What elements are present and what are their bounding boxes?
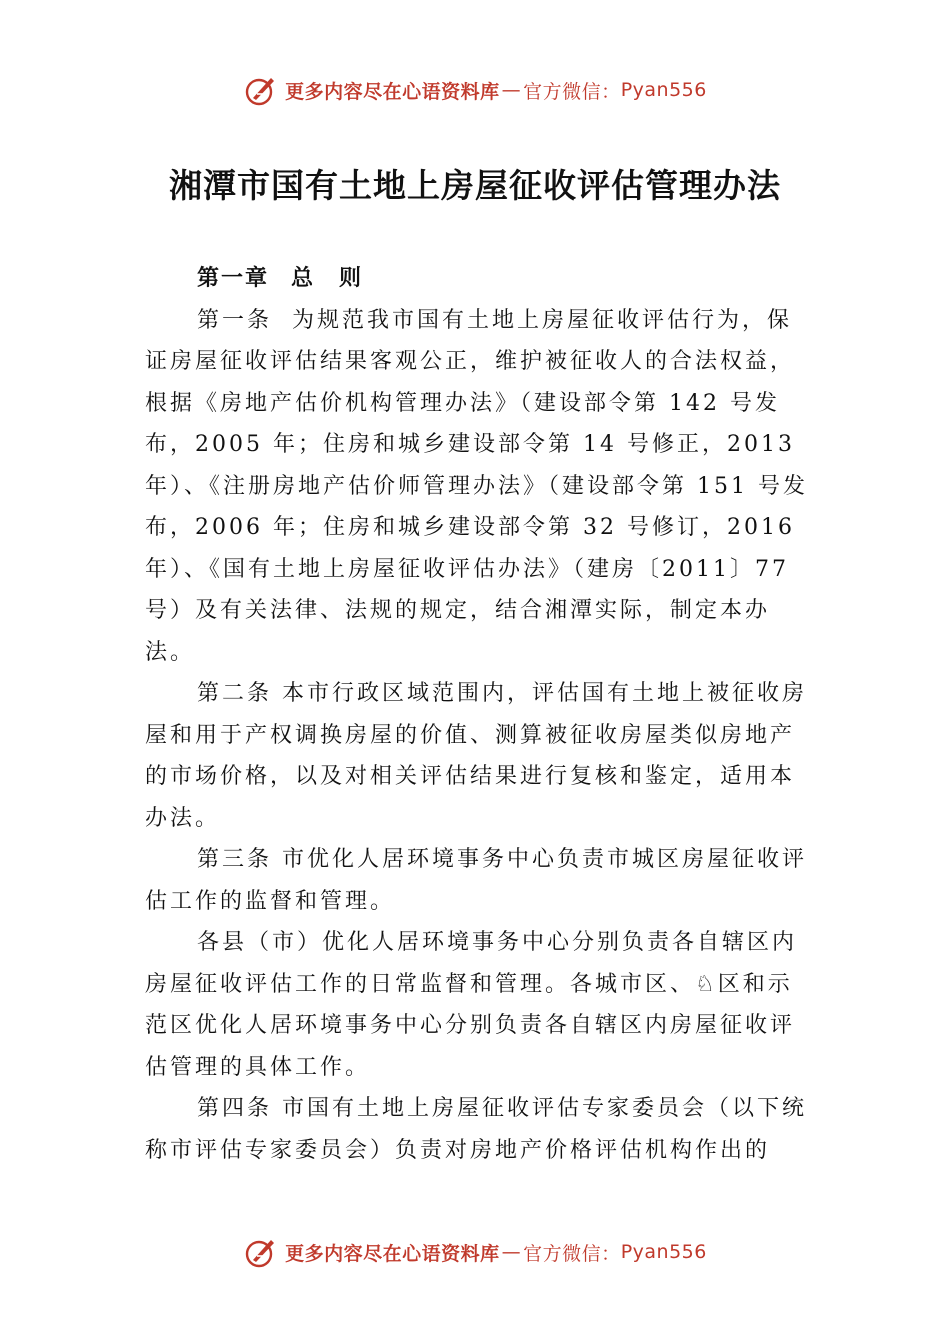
article-paragraph bbox=[145, 300, 810, 674]
article-lead: 第三条 bbox=[197, 847, 273, 872]
article-paragraph bbox=[145, 922, 810, 1088]
watermark-main-text: 更多内容尽在心语资料库 bbox=[285, 80, 500, 103]
quill-circle-icon bbox=[243, 1234, 279, 1270]
article-text: 本市行政区域范围内，评估国有土地上被征收房屋和用于产权调换房屋的价值、测算被征收房屋类似房地产的市场价格，以及对相关评估结果进行复核和鉴定，适用本办法。 bbox=[145, 681, 808, 831]
article-paragraph bbox=[145, 673, 810, 839]
article-paragraph bbox=[145, 839, 810, 922]
watermark-dash: — bbox=[501, 79, 522, 101]
article-text: 市优化人居环境事务中心负责市城区房屋征收评估工作的监督和管理。 bbox=[145, 847, 808, 914]
article-lead: 第四条 bbox=[197, 1096, 273, 1121]
watermark-wechat-label: 官方微信： bbox=[523, 1242, 621, 1265]
chapter-name: 总 则 bbox=[291, 266, 364, 291]
watermark-dash: — bbox=[501, 1241, 522, 1263]
article-lead: 第一条 bbox=[197, 307, 273, 333]
article-paragraph bbox=[145, 1088, 810, 1171]
watermark-wechat-label: 官方微信： bbox=[523, 80, 621, 103]
article-lead: 第二条 bbox=[197, 681, 273, 706]
watermark-text bbox=[285, 77, 707, 104]
document-body bbox=[145, 258, 810, 1171]
chapter-heading bbox=[145, 258, 810, 300]
article-text: 为规范我市国有土地上房屋征收评估行为，保证房屋征收评估结果客观公正，维护被征收人的合法权益，根据《房地产估价机构管理办法》（建设部令第 142 号发布，2005 年；住房和城乡建设部令第 14 号修正，2013 年）、《注册房地产估价师管理办法》（建设部令第 151 号发布，2006 年；住房和城乡建设部令第 32 号修订，2016 年）、《国有土地上房屋征收评估办法》（建房〔2011〕77 号）及有关法律、法规的规定，结合湘潭实际，制定本办法。 bbox=[145, 307, 808, 665]
quill-circle-icon bbox=[243, 72, 279, 108]
article-text: 各县（市）优化人居环境事务中心分别负责各自辖区内房屋征收评估工作的日常监督和管理。各城市区、♘区和示范区优化人居环境事务中心分别负责各自辖区内房屋征收评估管理的具体工作。 bbox=[145, 930, 798, 1080]
watermark-banner-bottom bbox=[0, 1232, 950, 1272]
watermark-banner-top bbox=[0, 70, 950, 110]
watermark-text bbox=[285, 1239, 707, 1266]
watermark-main-text: 更多内容尽在心语资料库 bbox=[285, 1242, 500, 1265]
watermark-wechat-id: Pyan556 bbox=[620, 1241, 707, 1263]
article-text: 市国有土地上房屋征收评估专家委员会（以下统称市评估专家委员会）负责对房地产价格评估机构作出的 bbox=[145, 1096, 808, 1163]
document-title: 湘潭市国有土地上房屋征收评估管理办法 bbox=[169, 166, 781, 205]
watermark-wechat-id: Pyan556 bbox=[620, 79, 707, 101]
chapter-label: 第一章 bbox=[197, 266, 270, 291]
